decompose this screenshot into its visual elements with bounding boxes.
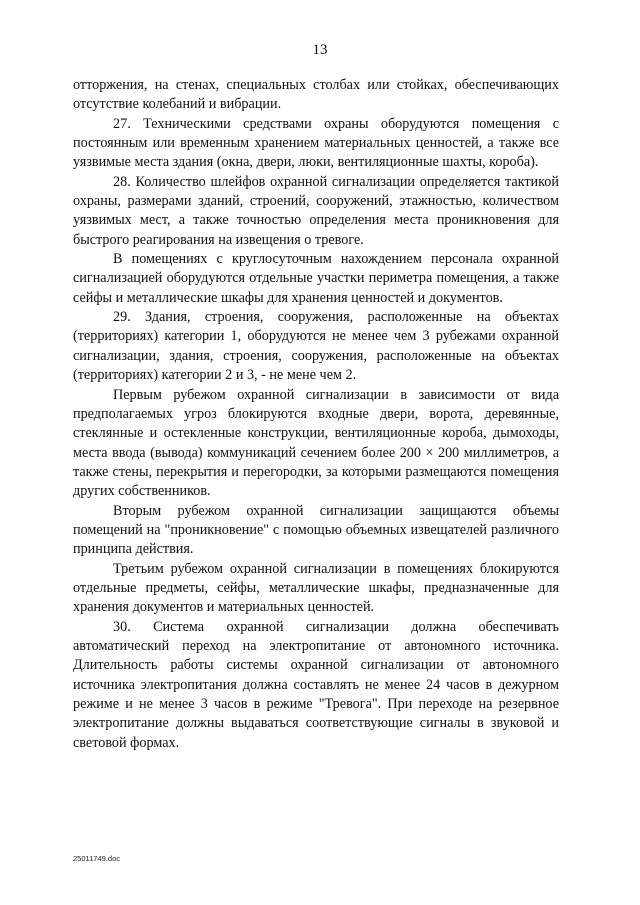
file-name-footer: 25011749.doc: [73, 854, 120, 863]
paragraph-29-third-line: Третьим рубежом охранной сигнализации в помещениях блокируются отдельные предметы, сейфы, металлические шкафы, предназначенные для хранения документов и материальных ценностей.: [73, 560, 559, 616]
page-number: 13: [312, 42, 328, 58]
paragraph-28-round-the-clock: В помещениях с круглосуточным нахождением персонала охранной сигнализацией оборудуются отдельные участки периметра помещения, а также сейфы и металлические шкафы для хранения ценностей и документов.: [73, 251, 559, 306]
paragraph-27: 27. Техническими средствами охраны оборудуются помещения с постоянным или временным хранением материальных ценностей, а также все уязвимые места здания (окна, двери, люки, вентиляционные шахты, короба).: [73, 115, 559, 171]
paragraph-29-second-line: Вторым рубежом охранной сигнализации защищаются объемы помещений на "проникновение" с помощью объемных извещателей различного принципа действия.: [73, 502, 559, 558]
paragraph-30: 30. Система охранной сигнализации должна обеспечивать автоматический переход на электропитание от автономного источника. Длительность работы системы охранной сигнализации от автономного источника электропитания должна составлять не менее 24 часов в дежурном режиме и не менее 3 часов в режиме "Тревога". При переходе на резервное электропитание должны выдаваться соответствующие сигналы в звуковой и световой формах.: [73, 618, 559, 751]
paragraph-29: 29. Здания, строения, сооружения, расположенные на объектах (территориях) категории 1, оборудуются не менее чем 3 рубежами охранной сигнализации, здания, строения, сооружения, расположенные на объектах (территориях) категории 2 и 3, - не мене чем 2.: [73, 309, 559, 384]
paragraph-continuation: отторжения, на стенах, специальных столбах или стойках, обеспечивающих отсутствие колебаний и вибрации.: [73, 77, 559, 113]
paragraph-29-first-line: Первым рубежом охранной сигнализации в зависимости от вида предполагаемых угроз блокируются входные двери, ворота, деревянные, стеклянные и остекленные конструкции, вентиляционные короба, дымоходы, места ввода (вывода) коммуникаций сечением более 200 × 200 миллиметров, а также стены, перекрытия и перегородки, за которыми размещаются помещения других собственников.: [73, 386, 559, 500]
document-body: [73, 76, 559, 753]
paragraph-28: 28. Количество шлейфов охранной сигнализации определяется тактикой охраны, размерами зданий, строений, сооружений, этажностью, количеством уязвимых мест, а также точностью определения места проникновения для быстрого реагирования на извещения о тревоге.: [73, 173, 559, 248]
